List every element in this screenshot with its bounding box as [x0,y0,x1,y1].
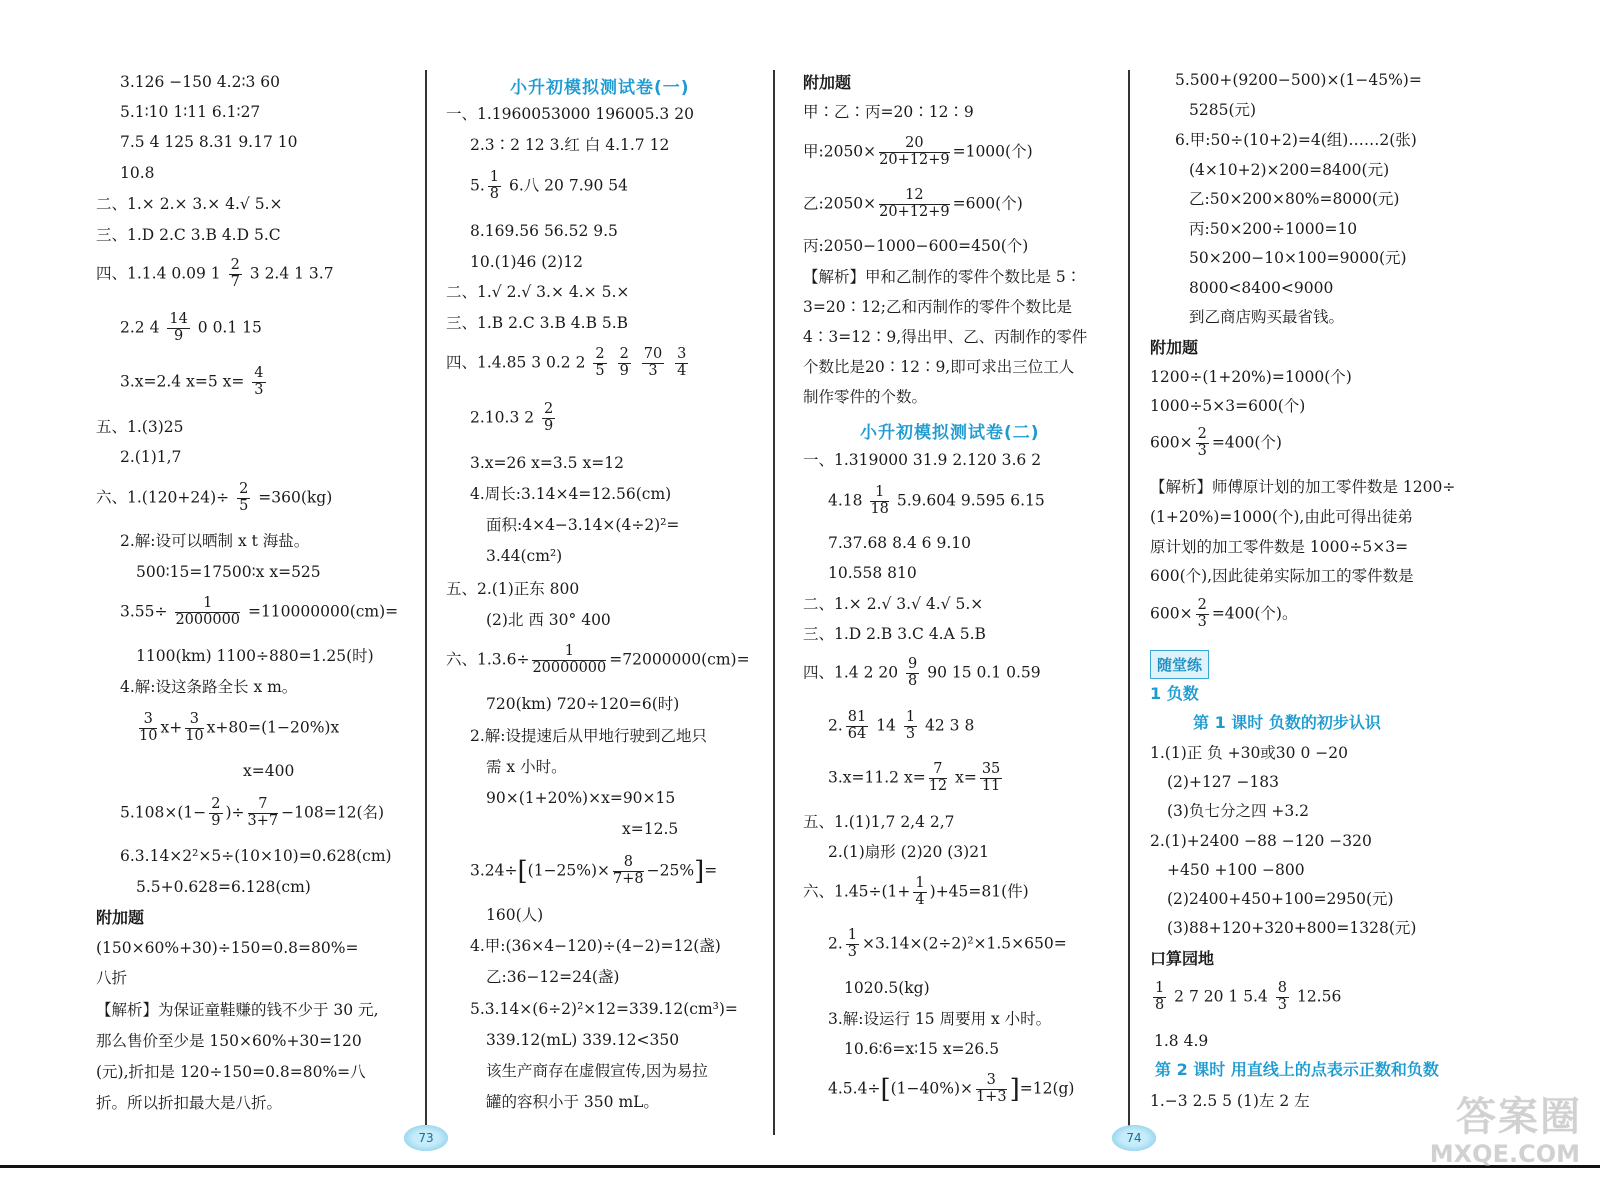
text: 四、1.4 2 20 [803,663,899,682]
text: =12(g) [1019,1079,1075,1098]
answer-line: 2.(1)1,7 [120,448,182,466]
denominator: 5 [239,497,249,514]
fraction [593,347,606,380]
test-title: 小升初模拟测试卷(一) [510,78,690,98]
numerator: 20 [879,136,949,153]
answer-line [470,402,558,435]
fraction [904,710,917,743]
answer-line: 三、1.B 2.C 3.B 4.B 5.B [446,314,629,332]
numerator: 2 [544,401,554,417]
answer-line: 3.解:设运行 15 周要用 x 小时。 [828,1010,1052,1028]
answer-line: 1.8 4.9 [1154,1032,1209,1050]
fraction [675,347,688,380]
text: 六、1.(120+24)÷ [96,488,230,507]
denominator: 10 [185,727,204,744]
answer-line: 五、1.(3)25 [96,418,184,436]
fraction [229,258,242,291]
text: 四、1.4.85 3 0.2 2 [446,353,586,372]
answer-line: 三、1.D 2.B 3.C 4.A 5.B [803,625,986,643]
numerator: 2 [1197,426,1207,442]
denominator: 5 [595,362,605,379]
numerator: 1 [1155,980,1165,996]
watermark-url: MXQE.COM [1429,1140,1580,1168]
answer-line: 4∶3=12∶9,得出甲、乙、丙制作的零件 [803,328,1088,346]
numerator: 12 [879,188,949,205]
fraction [209,797,222,830]
fraction [913,876,926,909]
fraction [1153,981,1166,1014]
numerator: 7 [248,797,279,814]
text: 5.108×(1− [120,803,207,822]
answer-line [120,312,262,345]
answer-line: 丙:50×200÷1000=10 [1189,220,1358,238]
answer-line: (150×60%+30)÷150=0.8=80%= [96,939,359,957]
answer-line: 罐的容积小于 350 mL。 [486,1093,659,1111]
text: )÷ [225,803,245,822]
text: 600× [1150,433,1193,452]
column-divider-1 [425,70,427,1135]
answer-line: (2)北 西 30° 400 [486,611,611,629]
answer-line: 2.(1)扇形 (2)20 (3)21 [828,843,989,861]
answer-line: 二、1.√ 2.√ 3.× 4.× 5.× [446,283,630,301]
numerator: 1 [870,485,888,502]
numerator: 3 [976,1073,1007,1090]
denominator: 8 [908,672,918,689]
text: −108=12(名) [281,803,385,822]
answer-line: 7.5 4 125 8.31 9.17 10 [120,133,298,151]
numerator: 9 [908,656,918,672]
answer-line [96,258,334,291]
answer-line: 甲∶乙∶丙=20∶12∶9 [803,103,974,121]
denominator: 7+8 [613,870,644,887]
answer-line: 50×200−10×100=9000(元) [1189,249,1407,267]
denominator: 64 [847,725,867,742]
answer-line [470,170,628,203]
answer-line: (1+20%)=1000(个),由此可得出徒弟 [1150,508,1413,526]
denominator: 3 [905,725,916,742]
answer-line [803,876,1029,909]
denominator: 8 [1155,996,1165,1013]
answer-line: 5.1∶10 1∶11 6.1∶27 [120,103,261,121]
answer-line: 需 x 小时。 [486,758,567,776]
answer-line [120,366,269,399]
page-number-left: 73 [404,1125,448,1151]
lesson-heading: 第 2 课时 用直线上的点表示正数和负数 [1155,1060,1439,1079]
answer-line: 10.6∶6=x∶15 x=26.5 [844,1040,1000,1058]
answer-line: 二、1.× 2.× 3.× 4.√ 5.× [96,195,283,213]
numerator: 2 [230,257,240,273]
text: =400(个)。 [1211,604,1298,623]
answer-line: +450 +100 −800 [1167,861,1305,879]
text: 5. [470,176,485,195]
fraction [488,170,501,203]
text: 0 0.1 15 [197,318,262,337]
text: 42 3 8 [925,716,975,735]
numerator: 1 [489,169,500,185]
denominator: 10 [139,727,158,744]
text: 5.9.604 9.595 6.15 [896,491,1045,510]
fraction [1196,598,1209,631]
fraction [185,712,203,745]
answer-line: (4×10+2)×200=8400(元) [1189,161,1390,179]
denominator: 3 [1197,613,1207,630]
answer-line: 乙:36−12=24(盏) [486,968,620,986]
text: 4.5.4÷ [828,1079,881,1098]
text: 六、1.45÷(1+ [803,882,911,901]
answer-line: 2.解:设提速后从甲地行驶到乙地只 [470,727,708,745]
denominator: 8 [489,185,500,202]
answer-line: 5.500+(9200−500)×(1−45%)= [1175,71,1422,89]
answer-line: 4.甲:(36×4−120)÷(4−2)=12(盏) [470,937,721,955]
answer-line: 乙:50×200×80%=8000(元) [1189,190,1400,208]
answer-line [828,485,1045,518]
lesson-heading: 第 1 课时 负数的初步认识 [1193,713,1381,732]
text: 3.x=11.2 x= [828,768,926,787]
text: 90 15 0.1 0.59 [927,663,1041,682]
denominator: 9 [619,362,629,379]
numerator: 81 [847,709,867,725]
text: )+45=81(件) [929,882,1029,901]
answer-line: 1000÷5×3=600(个) [1150,397,1306,415]
fraction [252,366,265,399]
answer-line [803,136,1033,169]
answer-line: 八折 [96,969,128,987]
fraction [175,596,240,629]
denominator: 4 [677,362,687,379]
bracket-open: [ [880,1074,891,1105]
answer-line: x=400 [243,762,295,780]
denominator: 3 [254,381,264,398]
answer-line: 720(km) 720÷120=6(时) [486,695,680,713]
numerator: 4 [254,365,264,381]
denominator: 3 [648,362,658,379]
numerator: 1 [905,709,916,725]
text: 3.24÷ [470,861,518,880]
answer-line: 一、1.319000 31.9 2.120 3.6 2 [803,451,1042,469]
answer-line: 4.解:设这条路全长 x m。 [120,678,298,696]
text: 2 7 20 1 5.4 [1174,987,1268,1006]
answer-line [120,797,384,830]
text: 6.八 20 7.90 54 [508,176,628,195]
fraction [846,928,859,961]
watermark-logo: 答案圈 [1456,1094,1582,1140]
text: = [704,861,718,880]
text: =72000000(cm)= [609,650,750,669]
answer-line: 600(个),因此徒弟实际加工的零件数是 [1150,567,1414,585]
numerator: 1 [847,927,858,943]
answer-line: 到乙商店购买最省钱。 [1189,308,1345,326]
answer-line: 6.甲:50÷(10+2)=4(组)……2(张) [1175,131,1417,149]
denominator: 3+7 [247,812,279,829]
section-heading: 附加题 [1150,338,1199,357]
text: 2.10.3 2 [470,408,535,427]
answer-line [803,188,1023,221]
text: 2. [828,934,843,953]
fraction [1196,427,1209,460]
denominator: 4 [915,891,925,908]
answer-line: 2.解:设可以晒制 x t 海盐。 [120,532,310,550]
answer-line: 4.周长:3.14×4=12.56(cm) [470,485,672,503]
numerator: 7 [929,762,947,779]
answer-line: 3.126 −150 4.2∶3 60 [120,73,280,91]
page-number-right: 74 [1112,1125,1156,1151]
answer-line [470,855,717,888]
answer-line: 个数比是20∶12∶9,即可求出三位工人 [803,358,1075,376]
denominator: 9 [174,327,184,344]
answer-line: 该生产商存在虚假宣传,因为易拉 [486,1062,708,1080]
fraction [879,188,949,221]
numerator: 2 [619,346,629,362]
fraction [642,347,664,380]
answer-line: (元),折扣是 120÷150=0.8=80%=八 [96,1063,366,1081]
fraction [980,762,1002,795]
text: (1−40%)× [890,1079,973,1098]
answer-line: x=12.5 [622,820,679,838]
fraction [929,762,947,795]
numerator: 14 [169,311,188,327]
numerator: 2 [595,346,605,362]
answer-line: (2)+127 −183 [1167,773,1280,791]
answer-line [828,928,1067,961]
answer-line [828,1073,1074,1106]
answer-line: (3)88+120+320+800=1328(元) [1167,919,1417,937]
denominator: 12 [928,777,948,794]
denominator: 9 [544,417,554,434]
denominator: 18 [870,500,889,517]
fraction [542,402,555,435]
answer-line [1150,598,1297,631]
answer-line: 3=20∶12;乙和丙制作的零件个数比是 [803,298,1073,316]
denominator: 3 [1197,442,1207,459]
answer-line: 6.3.14×2²×5÷(10×10)=0.628(cm) [120,847,392,865]
denominator: 3 [847,943,858,960]
denominator: 2000000 [175,611,241,628]
denominator: 20000000 [532,659,607,676]
answer-line: 三、1.D 2.C 3.B 4.D 5.C [96,226,281,244]
text: 3 2.4 1 3.7 [249,264,334,283]
numerator: 2 [211,796,221,812]
numerator: 70 [643,346,663,362]
answer-line: 1.−3 2.5 5 (1)左 2 左 [1150,1092,1310,1110]
answer-line [828,710,974,743]
fraction [248,797,279,830]
bracket-close: ] [1009,1074,1020,1105]
answer-line: 5.5+0.628=6.128(cm) [136,878,311,896]
column-divider-2 [773,70,775,1135]
denominator: 7 [230,273,240,290]
text: x= [955,768,977,787]
answer-line: 那么售价至少是 150×60%+30=120 [96,1032,362,1050]
denominator: 9 [211,812,221,829]
fraction [139,712,157,745]
text: 4.18 [828,491,863,510]
answer-line: 1200÷(1+20%)=1000(个) [1150,368,1352,386]
fraction [167,312,189,345]
answer-line: 500∶15=17500∶x x=525 [136,563,321,581]
fraction [237,482,250,515]
numerator: 1 [915,875,925,891]
answer-line: 7.37.68 8.4 6 9.10 [828,534,971,552]
answer-line: 10.(1)46 (2)12 [470,253,583,271]
numerator: 1 [175,596,240,613]
answer-line: 制作零件的个数。 [803,388,928,406]
numerator: 2 [239,481,249,497]
answer-line [446,347,691,380]
answer-line [136,712,339,745]
numerator: 8 [1277,980,1288,996]
answer-line: 5285(元) [1189,101,1257,119]
answer-line: 5.3.14×(6÷2)²×12=339.12(cm³)= [470,1000,738,1018]
text: 乙:2050× [803,194,877,213]
text: 2. [828,716,843,735]
fraction [613,855,644,888]
text: 六、1.3.6÷ [446,650,530,669]
answer-line: 1100(km) 1100÷880=1.25(时) [136,647,374,665]
text: 12.56 [1296,987,1342,1006]
fraction [846,710,868,743]
answer-line: 3.x=26 x=3.5 x=12 [470,454,624,472]
answer-line: 8000<8400<9000 [1189,279,1334,297]
practice-tag-label: 随堂练 [1150,650,1209,679]
answer-line: 1.(1)正 负 +30或30 0 −20 [1150,744,1348,762]
answer-line: 一、1.1960053000 196005.3 20 [446,105,694,123]
answer-line: 1020.5(kg) [844,979,930,997]
answer-line: 原计划的加工零件数是 1000÷5×3= [1150,538,1409,556]
answer-line: (2)2400+450+100=2950(元) [1167,890,1394,908]
practice-tag [1150,650,1209,679]
text: 甲:2050× [803,142,877,161]
text: 3.x=2.4 x=5 x= [120,372,245,391]
answer-line [1150,427,1282,460]
bracket-close: ] [694,856,705,887]
numerator: 1 [532,644,606,661]
answer-line: 【解析】师傅原计划的加工零件数是 1200÷ [1150,478,1456,496]
answer-line: 2.3∶2 12 3.红 白 4.1.7 12 [470,136,670,154]
fraction [976,1073,1007,1106]
fraction [879,136,949,169]
answer-line [446,644,750,677]
answer-line: 2.(1)+2400 −88 −120 −320 [1150,832,1372,850]
section-heading: 附加题 [803,73,852,92]
denominator: 1+3 [975,1088,1007,1105]
unit-heading: 1 负数 [1150,684,1199,703]
bracket-open: [ [517,856,528,887]
denominator: 11 [981,777,1001,794]
denominator: 20+12+9 [879,151,950,168]
answer-line: 【解析】为保证童鞋赚的钱不少于 30 元, [96,1001,379,1019]
text: =1000(个) [952,142,1033,161]
answer-line: 90×(1+20%)×x=90×15 [486,789,676,807]
text: =600(个) [952,194,1023,213]
answer-line: 10.558 810 [828,564,917,582]
test-title: 小升初模拟测试卷(二) [860,423,1040,443]
text: x+80=(1−20%)x [206,718,340,737]
answer-line: 折。所以折扣最大是八折。 [96,1094,283,1112]
text: =360(kg) [258,488,333,507]
numerator: 2 [1197,597,1207,613]
text: 2.2 4 [120,318,160,337]
answer-line: 8.169.56 56.52 9.5 [470,222,618,240]
answer-line: 3.44(cm²) [486,547,563,565]
answer-line: 【解析】甲和乙制作的零件个数比是 5∶ [803,268,1082,286]
numerator: 3 [677,346,687,362]
fraction [618,347,631,380]
answer-line [1150,981,1341,1014]
text: 四、1.1.4 0.09 1 [96,264,221,283]
answer-line [828,762,1005,795]
answer-line: 二、1.× 2.√ 3.√ 4.√ 5.× [803,595,984,613]
numerator: 8 [613,855,644,872]
text: ×3.14×(2÷2)²×1.5×650= [862,934,1067,953]
column-divider-3 [1128,70,1130,1135]
text: 3.55÷ [120,602,168,621]
answer-line: 五、1.(1)1,7 2,4 2,7 [803,813,955,831]
text: (1−25%)× [527,861,611,880]
section-heading: 附加题 [96,908,145,927]
answer-line: (3)负七分之四 +3.2 [1167,802,1310,820]
text: x+ [160,718,183,737]
text: 14 [876,716,896,735]
denominator: 20+12+9 [879,203,950,220]
text: =400(个) [1211,433,1282,452]
text: −25% [646,861,695,880]
text: =110000000(cm)= [247,602,399,621]
answer-line [120,596,398,629]
numerator: 35 [981,761,1001,777]
page-bottom-rule [0,1165,1600,1168]
answer-line: 339.12(mL) 339.12<350 [486,1031,680,1049]
answer-line: 10.8 [120,164,155,182]
text: 600× [1150,604,1193,623]
fraction [870,485,888,518]
numerator: 3 [185,712,203,729]
fraction [532,644,606,677]
section-heading: 口算园地 [1150,949,1215,968]
answer-line: 面积:4×4−3.14×(4÷2)²= [486,516,680,534]
answer-line: 160(人) [486,906,544,924]
fraction [906,657,919,690]
answer-line: 丙:2050−1000−600=450(个) [803,237,1029,255]
answer-line [96,482,332,515]
numerator: 3 [139,712,157,729]
answer-line: 五、2.(1)正东 800 [446,580,580,598]
answer-line [803,657,1041,690]
fraction [1276,981,1289,1014]
denominator: 3 [1277,996,1288,1013]
